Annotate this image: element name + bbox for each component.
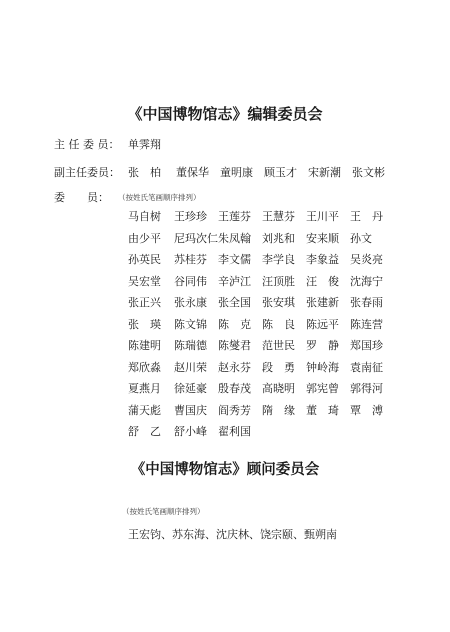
member-name: 郭得河: [350, 382, 383, 395]
member-name: 安来顺: [306, 231, 339, 245]
member-name: 吴宏堂: [128, 274, 161, 288]
member-name: 张安琪: [262, 296, 295, 309]
member-name: 郑国珍: [350, 339, 383, 352]
member-name: 汪顶胜: [262, 274, 295, 288]
member-name: 张春雨: [350, 296, 383, 309]
member-name: 孙文: [350, 231, 372, 245]
vice-chair-name: 张文彬: [352, 166, 385, 179]
vice-chair-name: 董保华: [176, 166, 209, 179]
member-name: 罗 静: [306, 339, 339, 352]
member-name: 张正兴: [128, 296, 161, 309]
vice-chair-name: 张 柏: [128, 166, 161, 179]
member-name: 张建新: [306, 296, 339, 309]
advisory-member-list: 王宏钧、苏东海、沈庆林、饶宗颐、甄朔南: [128, 528, 337, 541]
member-name: 王慧芬: [262, 210, 295, 223]
member-name: 孙英民: [128, 253, 161, 266]
member-name: 赵永芬: [218, 360, 251, 374]
member-name: 朱凤翰: [218, 231, 251, 245]
member-name: 吴炎亮: [350, 253, 383, 266]
vice-chair-name: 顾玉才: [264, 166, 297, 179]
member-name: 郑欣淼: [128, 360, 161, 374]
member-name: 张全国: [218, 296, 251, 309]
member-name: 由少平: [128, 231, 161, 245]
member-name: 董 琦: [306, 403, 339, 417]
chair-label: 主 任 委 员：: [54, 138, 120, 151]
vice-chair-name: 童明康: [220, 166, 253, 179]
member-name: 王川平: [306, 210, 339, 223]
editorial-committee-title: 《中国博物馆志》编辑委员会: [127, 105, 323, 123]
member-name: 阎秀芳: [218, 403, 251, 417]
member-name: 翟利国: [218, 425, 251, 438]
member-name: 汪 俊: [306, 274, 339, 288]
member-name: 尼玛次仁: [174, 231, 218, 245]
member-name: 郭宪曾: [306, 382, 339, 395]
member-name: 苏桂芬: [174, 253, 207, 266]
vice-chair-name: 宋新潮: [308, 166, 341, 179]
member-name: 陈瑞德: [174, 339, 207, 352]
member-name: 马自树: [128, 210, 161, 223]
member-name: 李学良: [262, 253, 295, 266]
advisory-order-note: （按姓氏笔画顺序排列）: [122, 507, 205, 516]
member-name: 高晓明: [262, 382, 295, 395]
member-name: 隋 缘: [262, 403, 295, 417]
member-name: 段 勇: [262, 360, 295, 374]
member-name: 王 丹: [350, 210, 383, 223]
member-name: 夏燕月: [128, 382, 161, 395]
member-name: 范世民: [262, 339, 295, 352]
advisory-committee-title: 《中国博物馆志》顾问委员会: [130, 461, 320, 478]
member-name: 陈文锦: [174, 317, 207, 331]
member-label: 委 员：: [54, 191, 109, 204]
member-name: 蒲天彪: [128, 403, 161, 417]
member-name: 陈建明: [128, 339, 161, 352]
member-name: 李文儒: [218, 253, 251, 266]
member-name: 陈燮君: [218, 339, 251, 352]
member-name: 沈海宁: [350, 274, 383, 288]
member-name: 陈远平: [306, 317, 339, 331]
member-name: 舒 乙: [128, 425, 161, 438]
vice-chair-label: 副主任委员：: [54, 166, 120, 179]
member-name: 陈 良: [262, 317, 295, 331]
member-name: 曹国庆: [174, 403, 207, 417]
member-name: 王珍珍: [174, 210, 207, 223]
member-name: 舒小峰: [174, 425, 207, 438]
member-name: 张 瑛: [128, 317, 161, 331]
member-name: 陈连营: [350, 317, 383, 331]
chair-name: 单霁翔: [128, 138, 161, 151]
member-name: 李象益: [306, 253, 339, 266]
member-name: 陈 克: [218, 317, 251, 331]
member-name: 殷春茂: [218, 382, 251, 395]
member-name: 刘兆和: [262, 231, 295, 245]
member-name: 徐延豪: [174, 382, 207, 395]
member-name: 钟岭海: [306, 360, 339, 374]
member-name: 谷同伟: [174, 274, 207, 288]
member-name: 王莲芬: [218, 210, 251, 223]
member-name: 赵川荣: [174, 360, 207, 374]
member-name: 袁南征: [350, 360, 383, 374]
member-name: 覃 溥: [350, 403, 383, 417]
member-name: 张永康: [174, 296, 207, 309]
member-order-note: （按姓氏笔画顺序排列）: [118, 193, 201, 202]
member-name: 辛泸江: [218, 274, 251, 288]
